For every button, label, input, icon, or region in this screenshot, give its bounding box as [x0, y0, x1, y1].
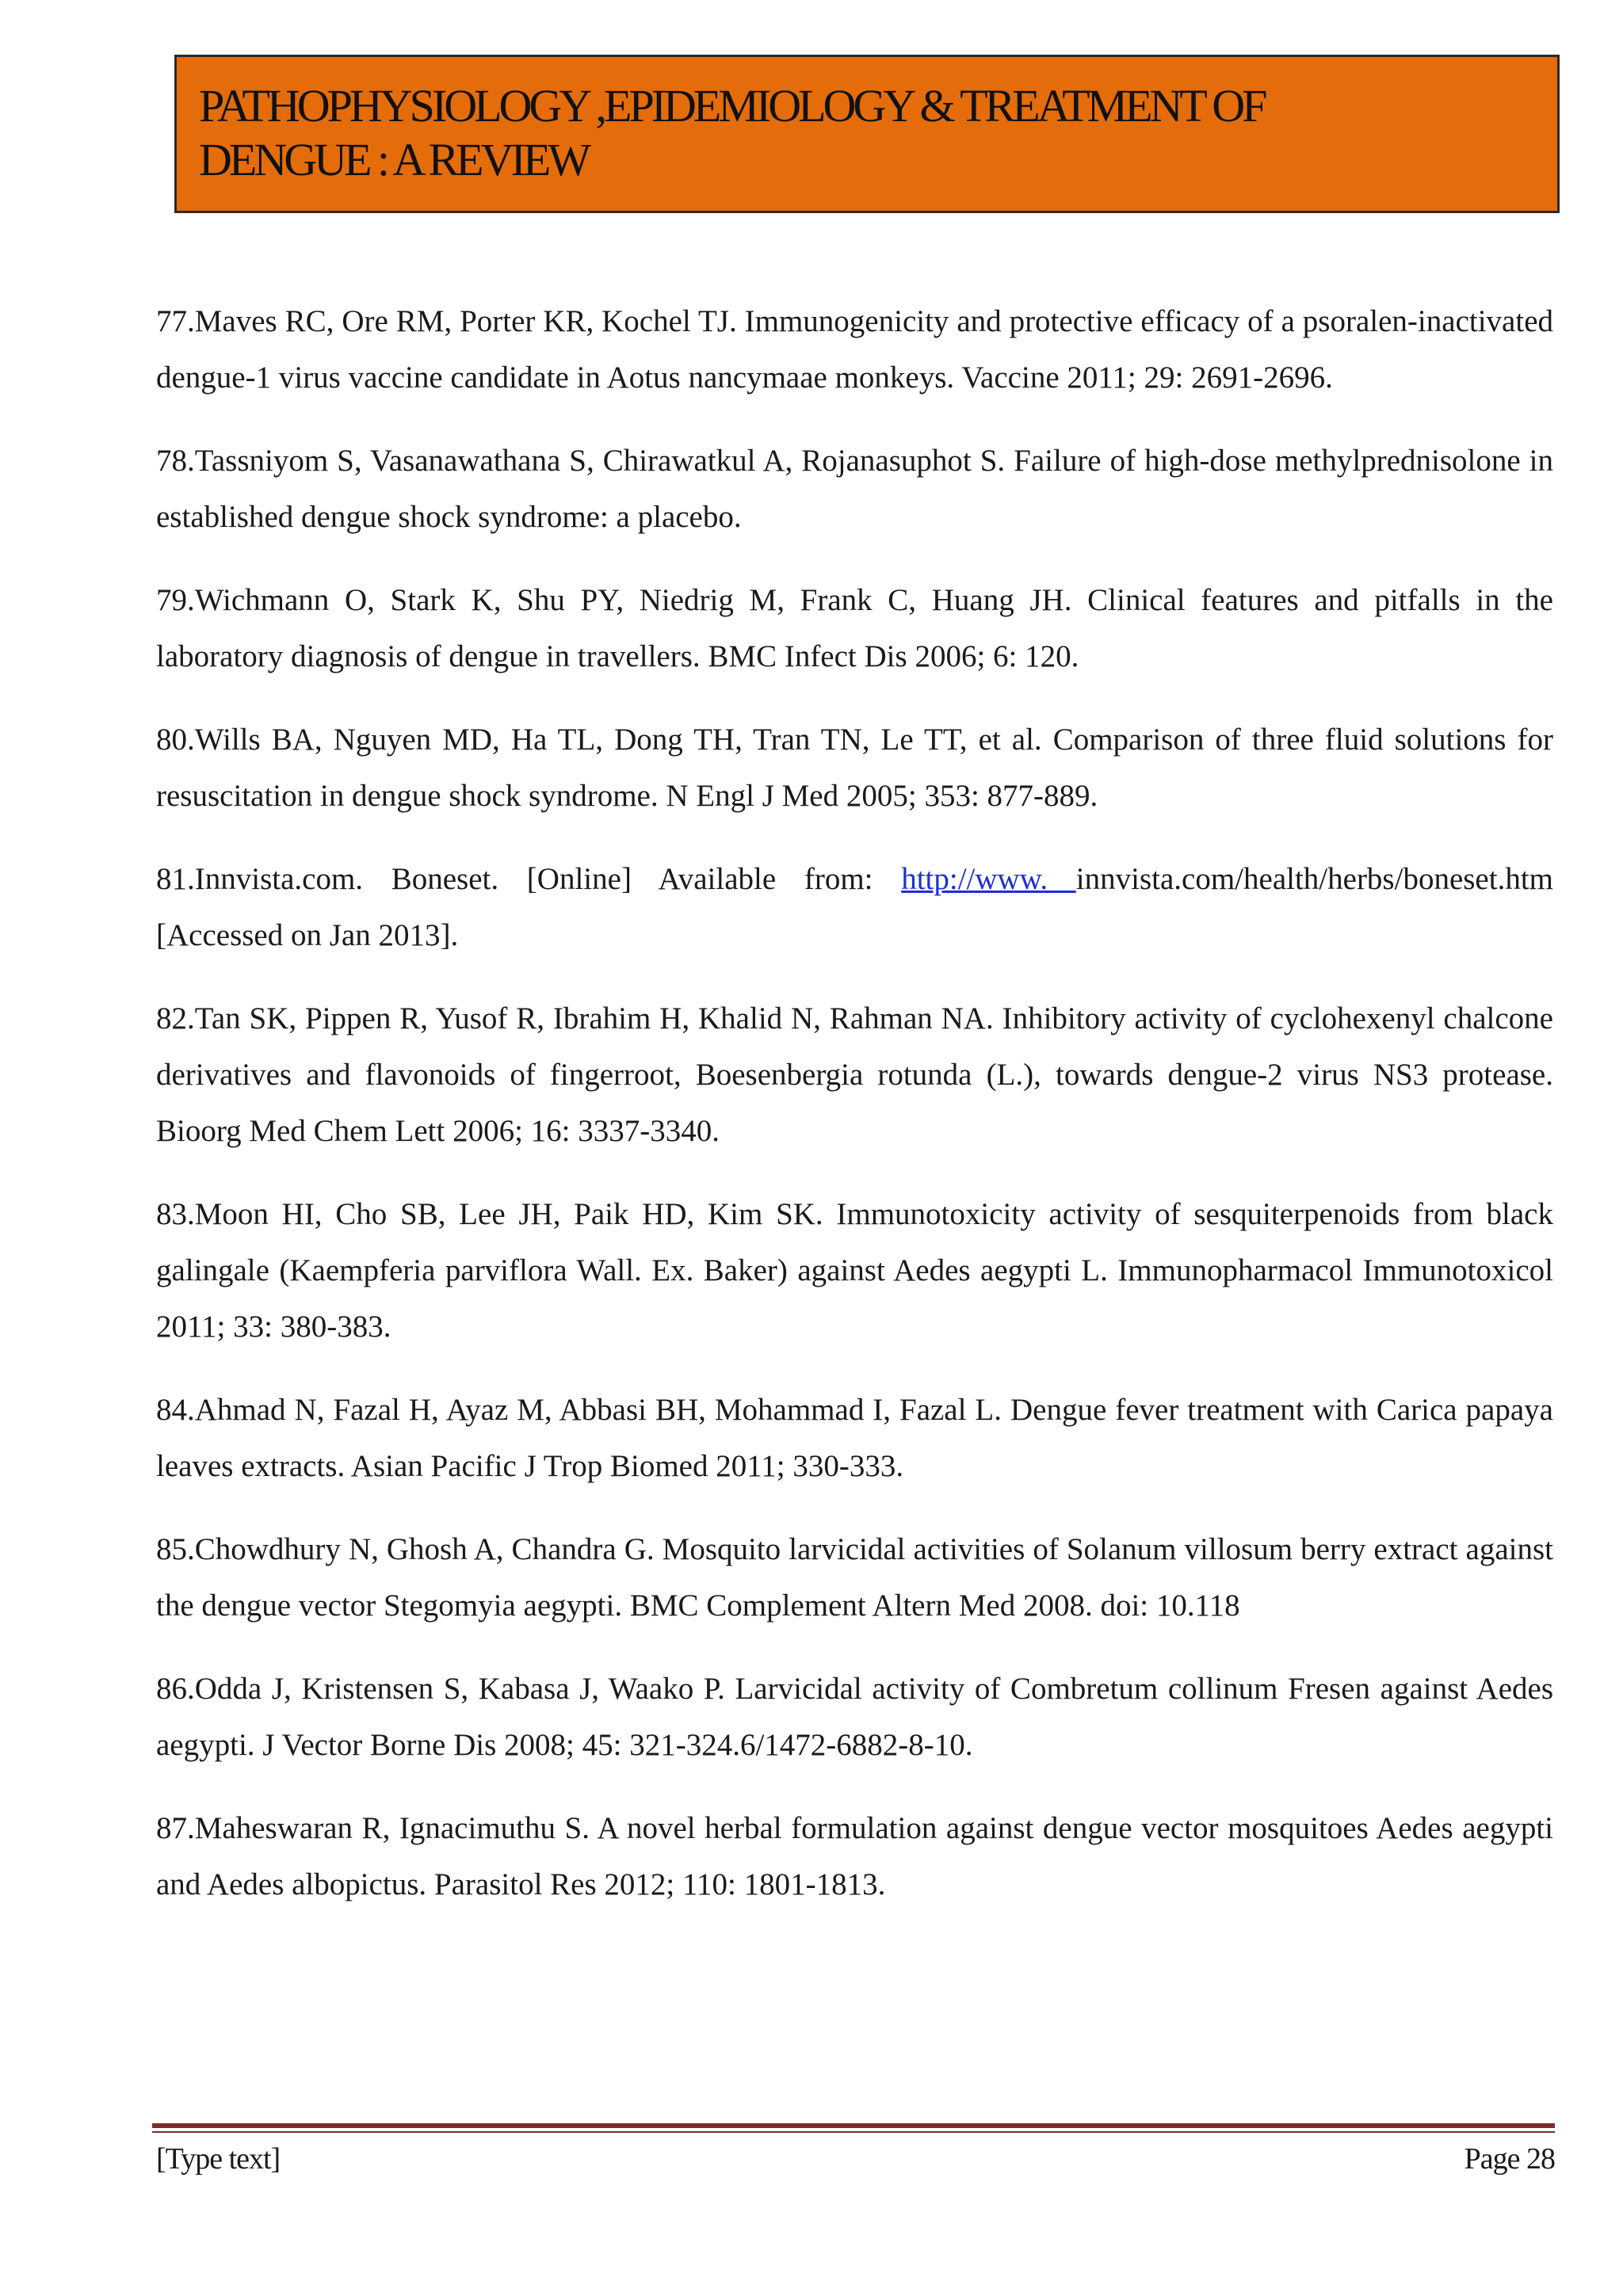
reference-item — [156, 851, 1553, 963]
reference-item: 85.Chowdhury N, Ghosh A, Chandra G. Mosquito larvicidal activities of Solanum villosum berry extract against the dengue vector Stegomyia aegypti. BMC Complement Altern Med 2008. doi: 10.118 — [156, 1532, 1553, 1623]
reference-item: 84.Ahmad N, Fazal H, Ayaz M, Abbasi BH, Mohammad I, Fazal L. Dengue fever treatment with Carica papaya leaves extracts. Asian Pacific J Trop Biomed 2011; 330-333. — [156, 1393, 1553, 1483]
reference-item: 78.Tassniyom S, Vasanawathana S, Chirawatkul A, Rojanasuphot S. Failure of high-dose methylprednisolone in established dengue shock syndrome: a placebo. — [156, 444, 1553, 534]
footer-divider — [152, 2123, 1555, 2128]
reference-item: 82.Tan SK, Pippen R, Yusof R, Ibrahim H, Khalid N, Rahman NA. Inhibitory activity of cyclohexenyl chalcone derivatives and flavonoids of fingerroot, Boesenbergia rotunda (L.), towards dengue-2 virus NS3 protease. Bioorg Med Chem Lett 2006; 16: 3337-3340. — [156, 1001, 1553, 1148]
reference-item: 79.Wichmann O, Stark K, Shu PY, Niedrig M, Frank C, Huang JH. Clinical features and pitfalls in the laboratory diagnosis of dengue in travellers. BMC Infect Dis 2006; 6: 120. — [156, 583, 1553, 673]
reference-item: 77.Maves RC, Ore RM, Porter KR, Kochel TJ. Immunogenicity and protective efficacy of a psoralen-inactivated dengue-1 virus vaccine candidate in Aotus nancymaae monkeys. Vaccine 2011; 29: 2691-2696. — [156, 304, 1553, 395]
header-banner — [174, 55, 1560, 213]
reference-item: 87.Maheswaran R, Ignacimuthu S. A novel herbal formulation against dengue vector mosquitoes Aedes aegypti and Aedes albopictus. Parasitol Res 2012; 110: 1801-1813. — [156, 1811, 1553, 1901]
reference-list — [156, 293, 1553, 1939]
footer-divider-thin — [152, 2131, 1555, 2133]
page-number: Page 28 — [1464, 2142, 1555, 2176]
page-title: PATHOPHYSIOLOGY ,EPIDEMIOLOGY & TREATMENT OF DENGUE : A REVIEW — [199, 80, 1265, 185]
reference-item: 86.Odda J, Kristensen S, Kabasa J, Waako P. Larvicidal activity of Combretum collinum Fresen against Aedes aegypti. J Vector Borne Dis 2008; 45: 321-324.6/1472-6882-8-10. — [156, 1672, 1553, 1762]
footer-placeholder-text: [Type text] — [156, 2142, 281, 2176]
reference-link[interactable]: http://www. — [901, 862, 1076, 896]
reference-text: innvista.com/health/herbs/boneset.htm [Accessed on Jan 2013]. — [156, 862, 1553, 952]
reference-item: 80.Wills BA, Nguyen MD, Ha TL, Dong TH, Tran TN, Le TT, et al. Comparison of three fluid solutions for resuscitation in dengue shock syndrome. N Engl J Med 2005; 353: 877-889. — [156, 723, 1553, 813]
reference-item: 83.Moon HI, Cho SB, Lee JH, Paik HD, Kim SK. Immunotoxicity activity of sesquiterpenoids from black galingale (Kaempferia parviflora Wall. Ex. Baker) against Aedes aegypti L. Immunopharmacol Immunotoxicol 2011; 33: 380-383. — [156, 1197, 1553, 1344]
reference-text: 81.Innvista.com. Boneset. [Online] Available from: — [156, 862, 902, 896]
